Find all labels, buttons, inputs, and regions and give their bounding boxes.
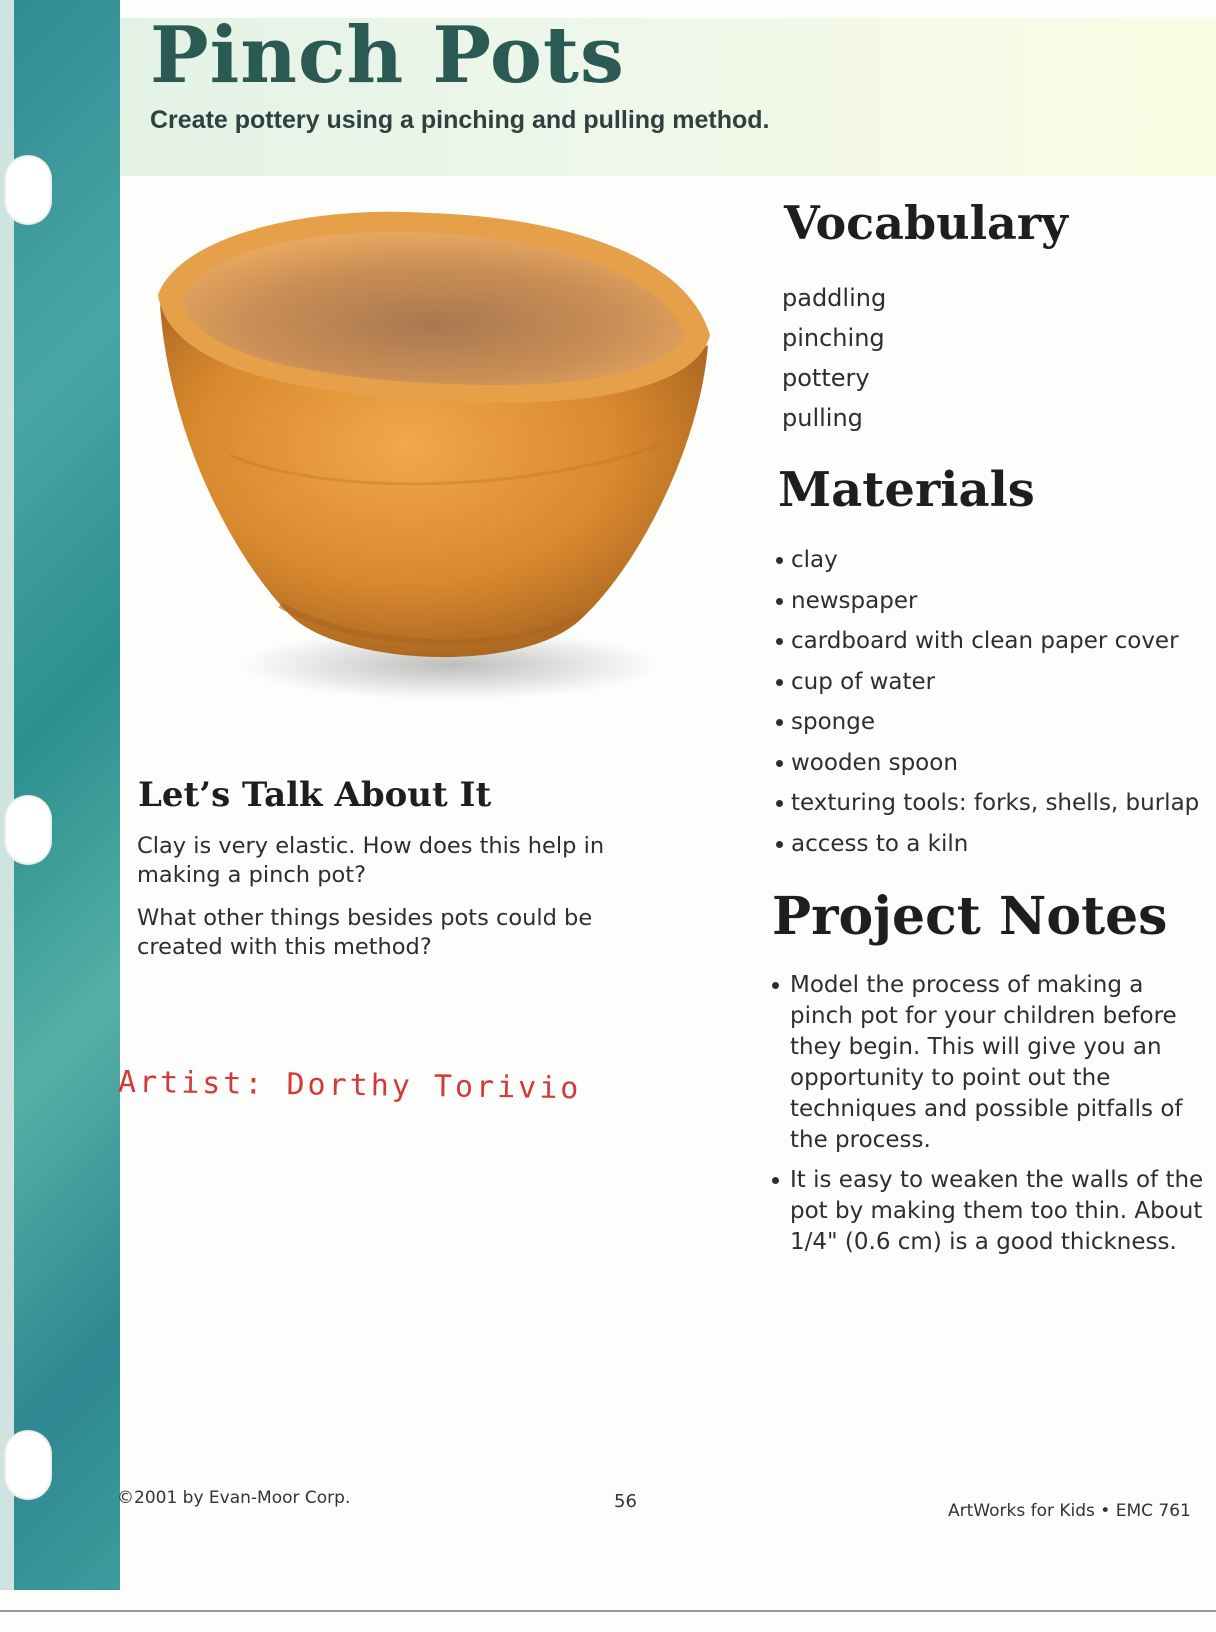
materials-item <box>776 702 1199 743</box>
bullet-icon <box>776 557 783 564</box>
bullet-icon <box>776 679 783 686</box>
pinch-pot-illustration <box>140 195 730 715</box>
vocabulary-item: pottery <box>782 364 870 392</box>
bottom-rule <box>0 1610 1216 1612</box>
vocabulary-heading: Vocabulary <box>784 196 1068 250</box>
footer-page-number: 56 <box>614 1491 637 1512</box>
materials-item <box>776 581 1199 622</box>
bullet-icon <box>776 760 783 767</box>
punch-hole-middle <box>4 795 52 865</box>
materials-item-label: texturing tools: forks, shells, burlap <box>791 790 1200 816</box>
materials-heading: Materials <box>778 462 1035 518</box>
punch-hole-top <box>4 155 52 225</box>
bullet-icon <box>776 598 783 605</box>
vocabulary-list <box>782 278 886 438</box>
bullet-icon <box>776 719 783 726</box>
project-note-text: It is easy to weaken the walls of the pot by making them too thin. About 1/4" (0.6 cm) is a good thickness. <box>790 1167 1204 1255</box>
bullet-icon <box>776 800 783 807</box>
bullet-icon <box>776 638 783 645</box>
materials-item <box>776 783 1199 824</box>
vocabulary-item: paddling <box>782 284 887 312</box>
materials-item <box>776 540 1199 581</box>
page-subtitle: Create pottery using a pinching and pulling method. <box>150 106 770 134</box>
materials-item-label: wooden spoon <box>791 749 958 776</box>
binding-strip-edge <box>0 0 14 1590</box>
project-notes-list <box>770 970 1210 1267</box>
footer-copyright: ©2001 by Evan-Moor Corp. <box>117 1488 351 1508</box>
handwritten-artist-note: Artist: Dorthy Torivio <box>117 1064 582 1107</box>
materials-item <box>776 662 1199 703</box>
materials-item-label: cardboard with clean paper cover <box>791 628 1179 654</box>
materials-item <box>776 824 1199 865</box>
footer-publication: ArtWorks for Kids • EMC 761 <box>948 1501 1191 1521</box>
vocabulary-item: pinching <box>782 324 885 352</box>
materials-item <box>776 621 1199 662</box>
talk-question: Clay is very elastic. How does this help in making a pinch pot? <box>137 833 605 888</box>
project-note-item <box>770 1165 1210 1258</box>
materials-item-label: clay <box>791 547 838 573</box>
punch-hole-bottom <box>4 1430 52 1500</box>
bullet-icon <box>772 1177 779 1184</box>
materials-item-label: newspaper <box>791 587 918 614</box>
materials-item <box>776 743 1199 784</box>
materials-item-label: access to a kiln <box>791 830 969 857</box>
project-note-item <box>770 970 1210 1156</box>
talk-question: What other things besides pots could be created with this method? <box>137 905 593 960</box>
project-notes-heading: Project Notes <box>772 886 1168 947</box>
materials-item-label: sponge <box>791 709 875 735</box>
materials-item-label: cup of water <box>791 668 936 695</box>
materials-list <box>776 540 1199 864</box>
talk-heading: Let’s Talk About It <box>138 775 492 815</box>
binding-strip <box>0 0 120 1590</box>
bullet-icon <box>776 841 783 848</box>
vocabulary-item: pulling <box>782 404 863 432</box>
project-note-text: Model the process of making a pinch pot for your children before they begin. This will give you an opportunity to point out the techniques and possible pitfalls of the process. <box>790 972 1183 1153</box>
bullet-icon <box>772 982 779 989</box>
page-title: Pinch Pots <box>150 10 625 101</box>
